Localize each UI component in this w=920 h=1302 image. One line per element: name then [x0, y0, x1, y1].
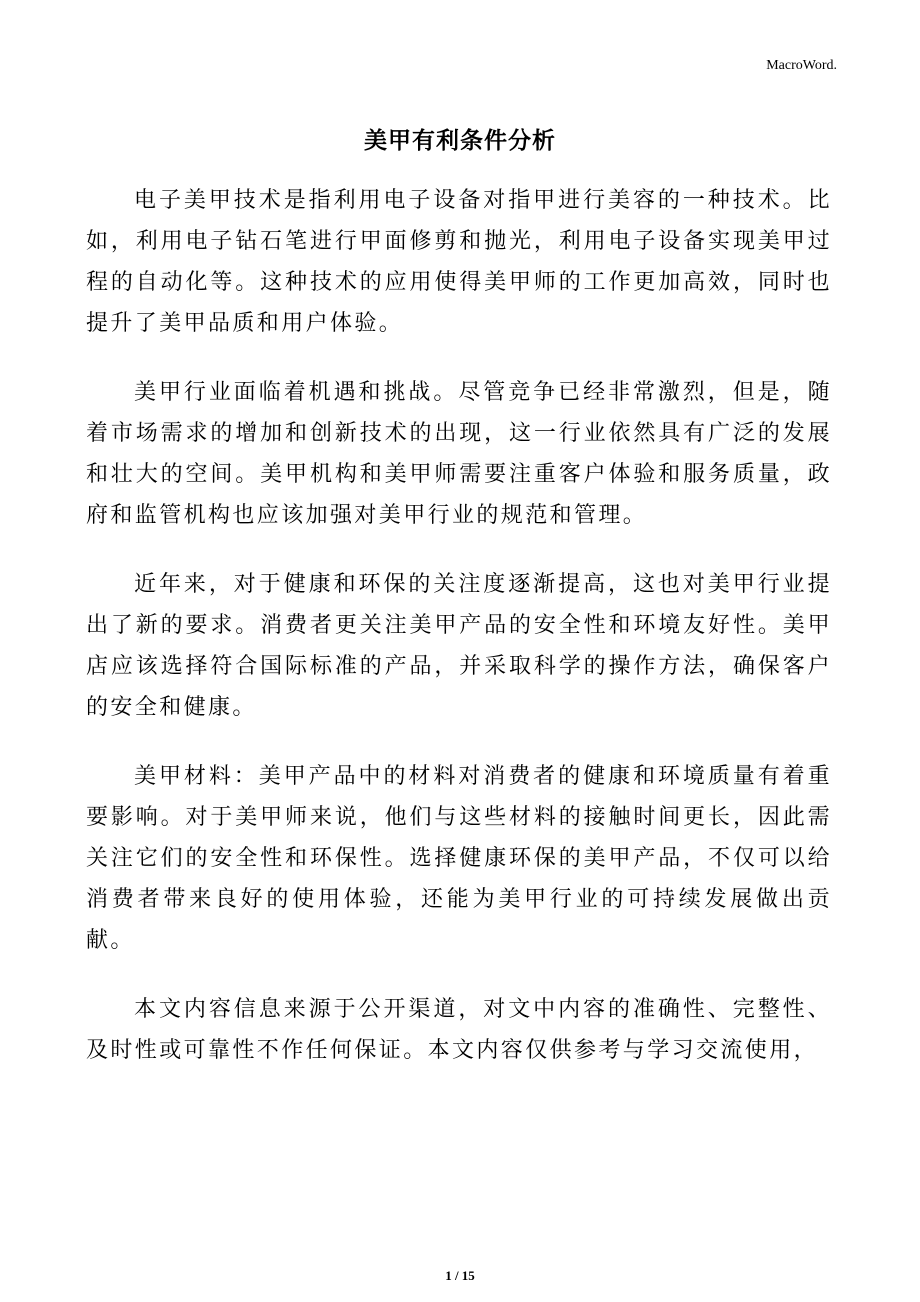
document-title: 美甲有利条件分析	[364, 128, 556, 154]
document-body	[86, 180, 832, 1099]
paragraph-2: 美甲行业面临着机遇和挑战。尽管竞争已经非常激烈，但是，随着市场需求的增加和创新技术的出现，这一行业依然具有广泛的发展和壮大的空间。美甲机构和美甲师需要注重客户体验和服务质量，政府和监管机构也应该加强对美甲行业的规范和管理。	[86, 380, 832, 528]
page-number: 1 / 15	[445, 1268, 475, 1283]
paragraph-1: 电子美甲技术是指利用电子设备对指甲进行美容的一种技术。比如，利用电子钻石笔进行甲面修剪和抛光，利用电子设备实现美甲过程的自动化等。这种技术的应用使得美甲师的工作更加高效，同时也提升了美甲品质和用户体验。	[86, 188, 832, 336]
paragraph-3: 近年来，对于健康和环保的关注度逐渐提高，这也对美甲行业提出了新的要求。消费者更关注美甲产品的安全性和环境友好性。美甲店应该选择符合国际标准的产品，并采取科学的操作方法，确保客户的安全和健康。	[86, 572, 832, 720]
paragraph-4: 美甲材料：美甲产品中的材料对消费者的健康和环境质量有着重要影响。对于美甲师来说，他们与这些材料的接触时间更长，因此需关注它们的安全性和环保性。选择健康环保的美甲产品，不仅可以给消费者带来良好的使用体验，还能为美甲行业的可持续发展做出贡献。	[86, 764, 832, 953]
header-brand: MacroWord.	[766, 58, 837, 73]
paragraph-5: 本文内容信息来源于公开渠道，对文中内容的准确性、完整性、及时性或可靠性不作任何保证。本文内容仅供参考与学习交流使用，	[86, 997, 832, 1063]
